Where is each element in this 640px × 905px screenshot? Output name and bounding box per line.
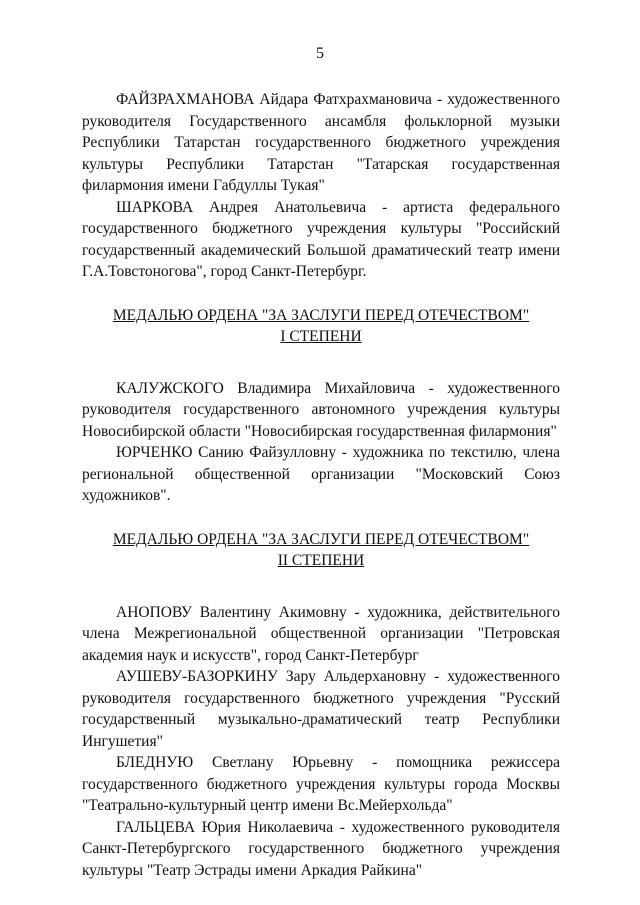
award-entry: АУШЕВУ-БАЗОРКИНУ Зару Альдерхановну - художественного руководителя государственного бюджетного учреждения "Русский государственный музыкально-драматический театр Республики Ингушетия" xyxy=(82,668,560,750)
section-heading-degree: I СТЕПЕНИ xyxy=(280,328,362,345)
section-heading-degree-2 xyxy=(82,529,560,572)
award-entry: ЮРЧЕНКО Санию Файзулловну - художника по текстилю, члена региональной общественной организации "Московский Союз художников". xyxy=(82,444,560,504)
award-entry: ГАЛЬЦЕВА Юрия Николаевича - художественного руководителя Санкт-Петербургского государственного бюджетного учреждения культуры "Театр Эстрады имени Аркадия Райкина" xyxy=(82,818,560,879)
section-heading-degree: II СТЕПЕНИ xyxy=(277,552,365,569)
document-body xyxy=(82,89,560,881)
page-number: 5 xyxy=(316,45,324,62)
section-heading-title: МЕДАЛЬЮ ОРДЕНА "ЗА ЗАСЛУГИ ПЕРЕД ОТЕЧЕСТВОМ" xyxy=(112,530,530,548)
award-entry: БЛЕДНУЮ Светлану Юрьевну - помощника режиссера государственного бюджетного учреждения культуры города Москвы "Театрально-культурный центр имени Вс.Мейерхольда" xyxy=(82,754,560,814)
award-entry: КАЛУЖСКОГО Владимира Михайловича - художественного руководителя государственного автономного учреждения культуры Новосибирской области "Новосибирская государственная филармония" xyxy=(82,379,560,440)
award-entry: ФАЙЗРАХМАНОВА Айдара Фатхрахмановича - художественного руководителя Государственного ансамбля фольклорной музыки Республики Татарстан государственного бюджетного учреждения культуры Республики Татарстан "Татарская государственная филармония имени Габдуллы Тукая" xyxy=(82,91,560,194)
award-entry: ШАРКОВА Андрея Анатольевича - артиста федерального государственного бюджетного учреждения культуры "Российский государственный академический Большой драматический театр имени Г.А.Товстоногова", город Санкт-Петербург. xyxy=(82,198,560,280)
section-heading-degree-1 xyxy=(82,305,560,348)
award-entry: АНОПОВУ Валентину Акимовну - художника, действительного члена Межрегиональной общественной организации "Петровская академия наук и искусств", город Санкт-Петербург xyxy=(82,603,560,664)
section-heading-title: МЕДАЛЬЮ ОРДЕНА "ЗА ЗАСЛУГИ ПЕРЕД ОТЕЧЕСТВОМ" xyxy=(112,306,530,324)
